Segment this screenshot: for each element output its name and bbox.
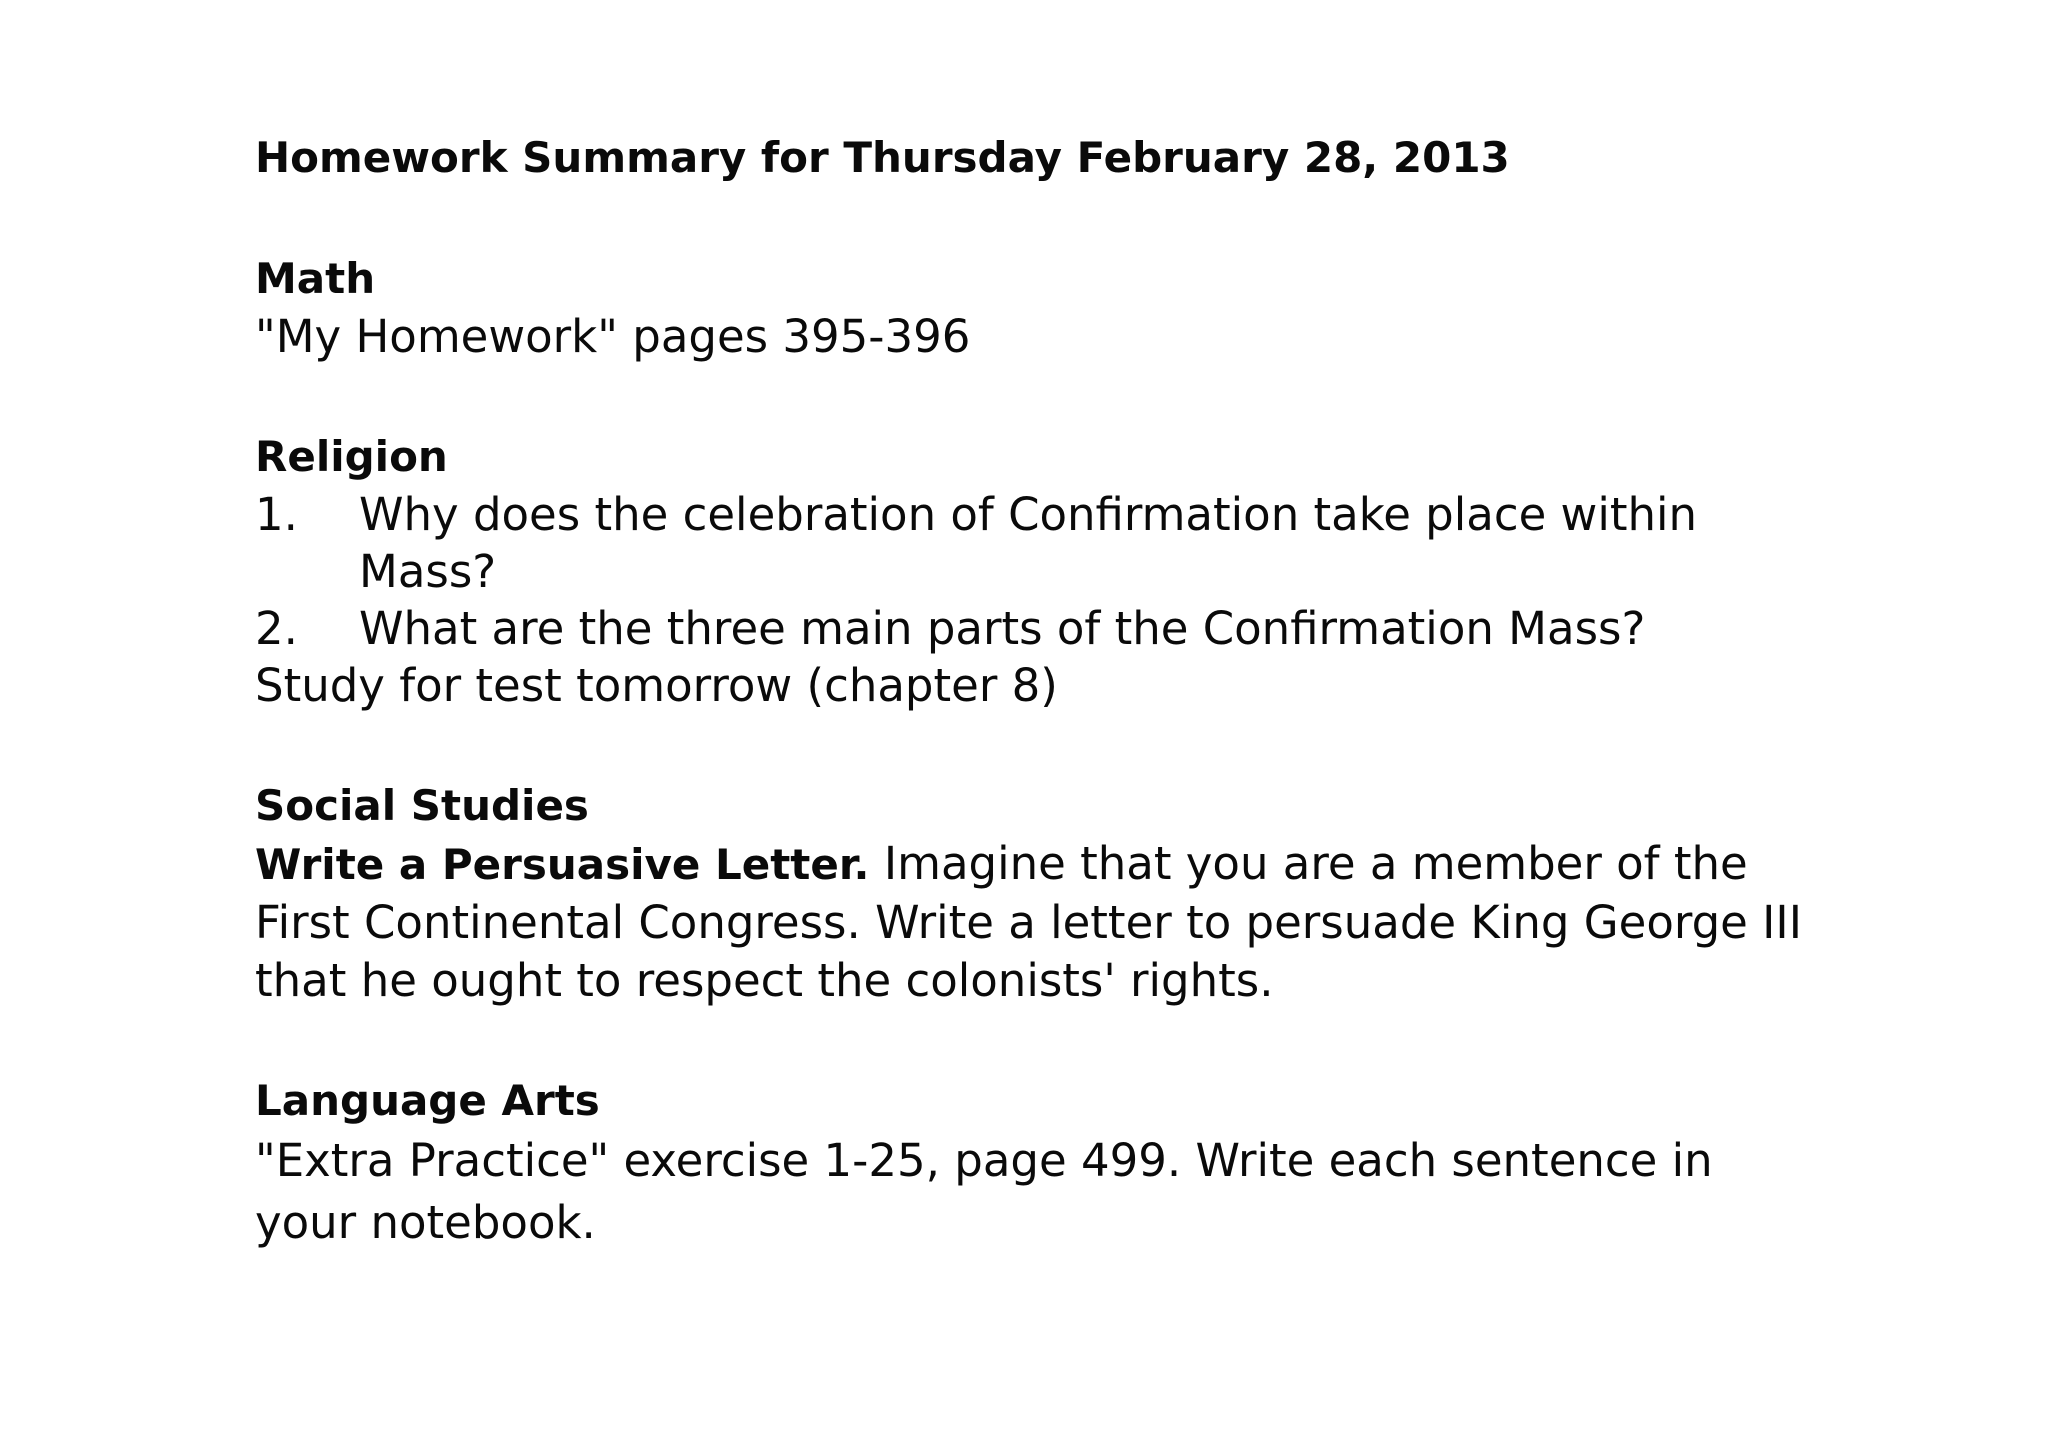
religion-heading: Religion <box>255 432 448 481</box>
religion-section <box>255 428 1815 715</box>
list-item-text: Why does the celebration of Confirmation take place within Mass? <box>359 488 1698 598</box>
document-content <box>255 128 1815 1254</box>
document-title: Homework Summary for Thursday February 28, 2013 <box>255 133 1510 182</box>
math-section <box>255 250 1815 366</box>
language-arts-assignment: "Extra Practice" exercise 1-25, page 499. Write each sentence in your notebook. <box>255 1134 1713 1249</box>
list-item <box>255 486 1815 600</box>
math-assignment: "My Homework" pages 395-396 <box>255 310 971 363</box>
language-arts-heading: Language Arts <box>255 1076 600 1125</box>
list-item-text: What are the three main parts of the Confirmation Mass? <box>359 602 1646 655</box>
social-studies-section <box>255 777 1815 1010</box>
religion-question-list <box>255 486 1815 657</box>
list-item-number: 1. <box>255 488 298 541</box>
language-arts-section <box>255 1072 1815 1254</box>
list-item-number: 2. <box>255 602 298 655</box>
assignment-lead: Write a Persuasive Letter. <box>255 840 870 889</box>
social-studies-assignment <box>255 835 1815 1010</box>
list-item <box>255 600 1815 657</box>
social-studies-heading: Social Studies <box>255 781 589 830</box>
assignment-text: Imagine that you are a member of the First Continental Congress. Write a letter to persuade King George III that he ought to respect the colonists' rights. <box>255 837 1802 1007</box>
math-heading: Math <box>255 254 376 303</box>
religion-study-note: Study for test tomorrow (chapter 8) <box>255 659 1058 712</box>
